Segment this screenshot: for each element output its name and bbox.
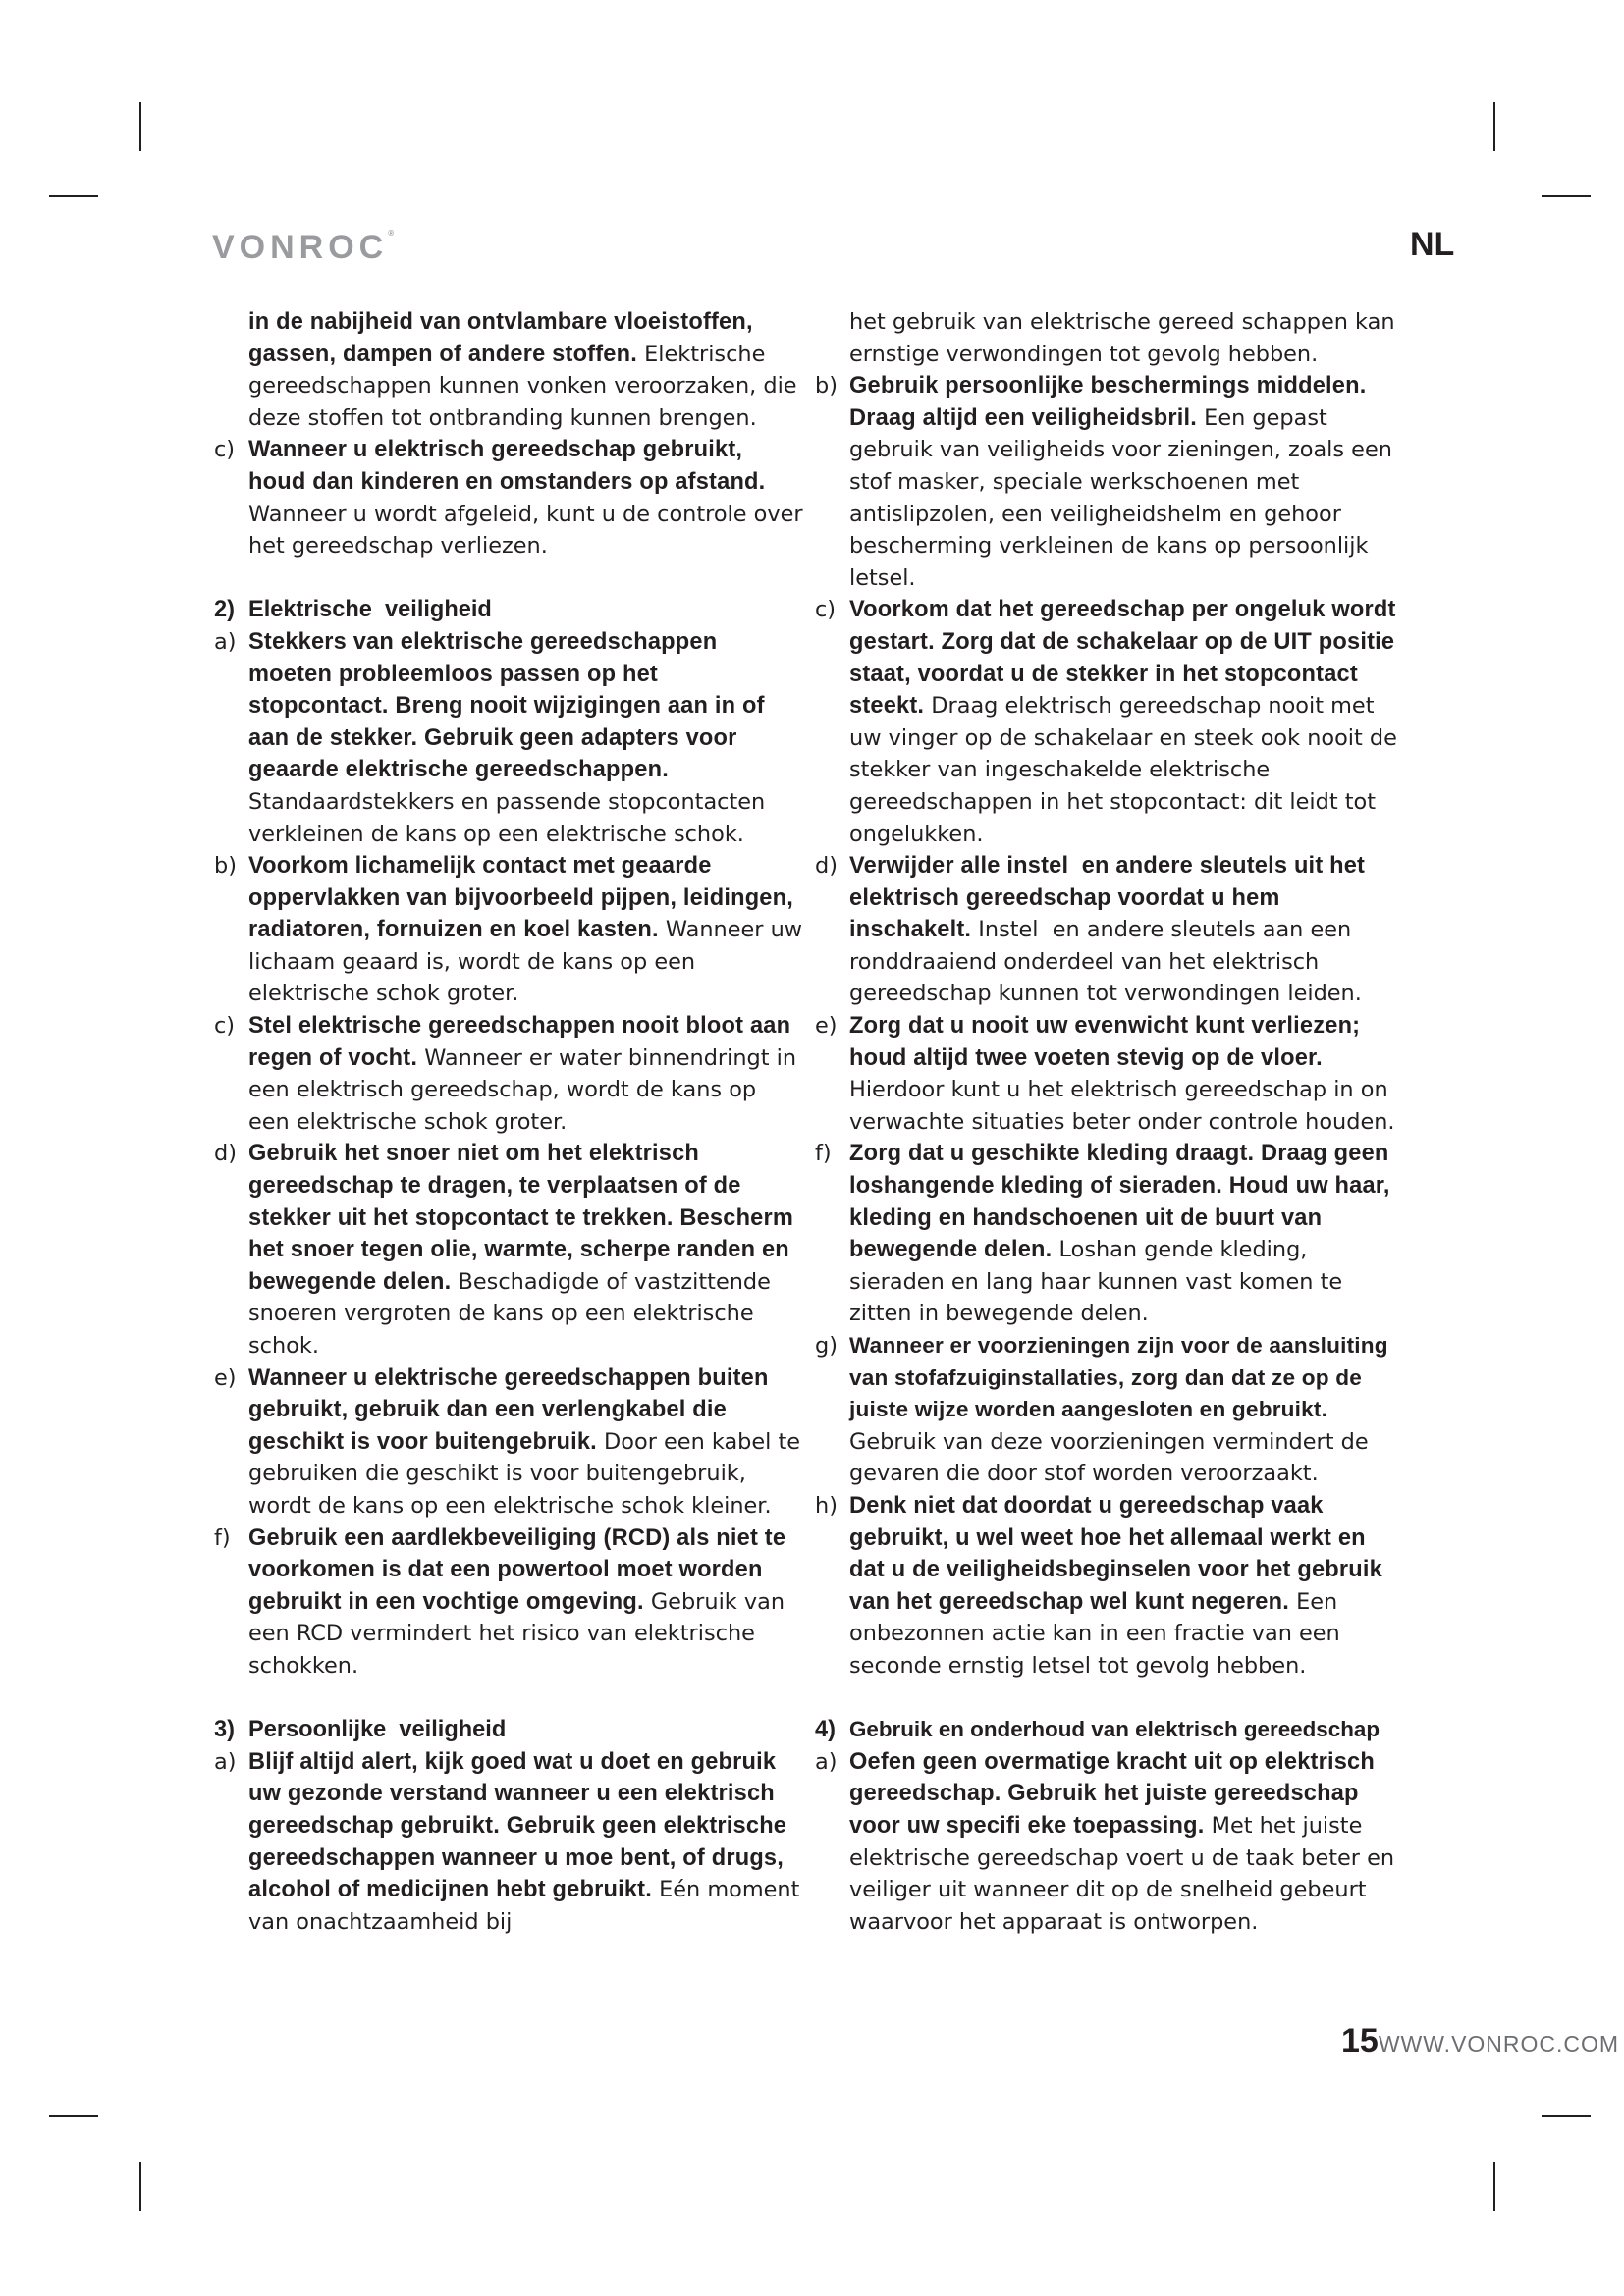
list-item: d) Gebruik het snoer niet om het elektrisch gereedschap te dragen, te verplaatsen of de stekker uit het stopcontact te trekken. Bescherm het snoer tegen olie, warmte, scherpe randen en bewegende delen. Beschadigde of vastzittende snoeren vergroten de kans op een elektrische schok.	[214, 1141, 794, 1359]
website-url: WWW.VONROC.COM	[1378, 2031, 1620, 2056]
section-heading: 3) Persoonlijke veiligheid	[214, 1717, 507, 1743]
list-item: b) Voorkom lichamelijk contact met geaarde oppervlakken van bijvoorbeeld pijpen, leidingen, radiatoren, fornuizen en koel kasten. Wanneer uw lichaam geaard is, wordt de kans op een elektrische schok groter.	[214, 853, 803, 1007]
list-item: c) Voorkom dat het gereedschap per ongeluk wordt gestart. Zorg dat de schakelaar op de UIT positie staat, voordat u de stekker in het stopcontact steekt. Draag elektrisch gereedschap nooit met uw vinger op de schakelaar en steek ook nooit de stekker van ingeschakelde elektrische gereedschappen in het stopcontact: dit leidt tot ongelukken.	[815, 597, 1397, 847]
list-item: c) Wanneer u elektrisch gereedschap gebruikt, houd dan kinderen en omstanders op afstand. Wanneer u wordt afgeleid, kunt u de controle over het gereedschap verliezen.	[214, 437, 803, 560]
list-item: a) Stekkers van elektrische gereedschappen moeten probleemloos passen op het stopcontact. Breng nooit wijzigingen aan in of aan de stekker. Gebruik geen adapters voor geaarde elektrische gereedschappen. Standaardstekkers en passende stopcontacten verkleinen de kans op een elektrische schok.	[214, 628, 766, 847]
paragraph-continued: het gebruik van elektrische gereed schappen kan ernstige verwondingen tot gevolg hebben.	[849, 309, 1395, 367]
list-item: f) Gebruik een aardlekbeveiliging (RCD) als niet te voorkomen is dat een powertool moet worden gebruikt in een vochtige omgeving. Gebruik van een RCD vermindert het risico van elektrische schokken.	[214, 1524, 786, 1679]
left-column	[214, 306, 803, 1938]
page-footer	[1341, 2022, 1619, 2060]
list-item: h) Denk niet dat doordat u gereedschap vaak gebruikt, u wel weet hoe het allemaal werkt en dat u de veiligheidsbeginselen voor het gebruik van het gereedschap wel kunt negeren. Een onbezonnen actie kan in een fractie van een seconde ernstig letsel tot gevolg hebben.	[815, 1492, 1382, 1679]
section-heading: 2) Elektrische veiligheid	[214, 597, 492, 623]
crop-mark-bottom-left-h	[49, 2115, 98, 2117]
list-item: e) Zorg dat u nooit uw evenwicht kunt verliezen; houd altijd twee voeten stevig op de vloer. Hierdoor kunt u het elektrisch gereedschap in on verwachte situaties beter onder controle houden.	[815, 1013, 1395, 1135]
section-heading: 4) Gebruik en onderhoud van elektrisch gereedschap	[815, 1717, 1380, 1743]
brand-logo: VONROC®	[212, 229, 395, 266]
list-item: e) Wanneer u elektrische gereedschappen buiten gebruikt, gebruik dan een verlengkabel die geschikt is voor buitengebruik. Door een kabel te gebruiken die geschikt is voor buitengebruik, wordt de kans op een elektrische schok kleiner.	[214, 1364, 801, 1519]
list-item: g) Wanneer er voorzieningen zijn voor de aansluiting van stofafzuiginstallaties, zorg dan dat ze op de juiste wijze worden aangesloten en gebruikt. Gebruik van deze voorzieningen vermindert de gevaren die door stof worden veroorzaakt.	[815, 1333, 1388, 1487]
crop-mark-bottom-right-h	[1542, 2115, 1591, 2117]
crop-mark-top-left-h	[49, 195, 98, 197]
crop-mark-top-left	[139, 102, 141, 151]
right-column	[815, 306, 1404, 1938]
crop-mark-bottom-right	[1493, 2162, 1495, 2211]
list-item: b) Gebruik persoonlijke beschermings middelen. Draag altijd een veiligheidsbril. Een gepast gebruik van veiligheids voor zieningen, zoals een stof masker, speciale werkschoenen met antislipzolen, een veiligheidshelm en gehoor bescherming verkleinen de kans op persoonlijk letsel.	[815, 373, 1392, 591]
crop-mark-top-right	[1493, 102, 1495, 151]
list-item: a) Oefen geen overmatige kracht uit op elektrisch gereedschap. Gebruik het juiste gereedschap voor uw specifi eke toepassing. Met het juiste elektrische gereedschap voert u de taak beter en veiliger uit wanneer dit op de snelheid gebeurt waarvoor het apparaat is ontworpen.	[815, 1748, 1395, 1935]
page-number: 15	[1341, 2022, 1379, 2059]
paragraph-intro: in de nabijheid van ontvlambare vloeistoffen, gassen, dampen of andere stoffen. Elektrische gereedschappen kunnen vonken veroorzaken, die deze stoffen tot ontbranding kunnen brengen.	[248, 309, 797, 431]
list-item: a) Blijf altijd alert, kijk goed wat u doet en gebruik uw gezonde verstand wanneer u een elektrisch gereedschap gebruikt. Gebruik geen elektrische gereedschappen wanneer u moe bent, of drugs, alcohol of medicijnen hebt gebruikt. Eén moment van onachtzaamheid bij	[214, 1748, 800, 1935]
crop-mark-bottom-left	[139, 2162, 141, 2211]
list-item: c) Stel elektrische gereedschappen nooit bloot aan regen of vocht. Wanneer er water binnendringt in een elektrisch gereedschap, wordt de kans op een elektrische schok groter.	[214, 1013, 797, 1135]
crop-mark-top-right-h	[1542, 195, 1591, 197]
language-code: NL	[1410, 226, 1455, 263]
list-item: f) Zorg dat u geschikte kleding draagt. Draag geen loshangende kleding of sieraden. Houd uw haar, kleding en handschoenen uit de buurt van bewegende delen. Loshan gende kleding, sieraden en lang haar kunnen vast komen te zitten in bewegende delen.	[815, 1141, 1390, 1327]
list-item: d) Verwijder alle instel en andere sleutels uit het elektrisch gereedschap voordat u hem inschakelt. Instel en andere sleutels aan een ronddraaiend onderdeel van het elektrisch gereedschap kunnen tot verwondingen leiden.	[815, 853, 1372, 1007]
